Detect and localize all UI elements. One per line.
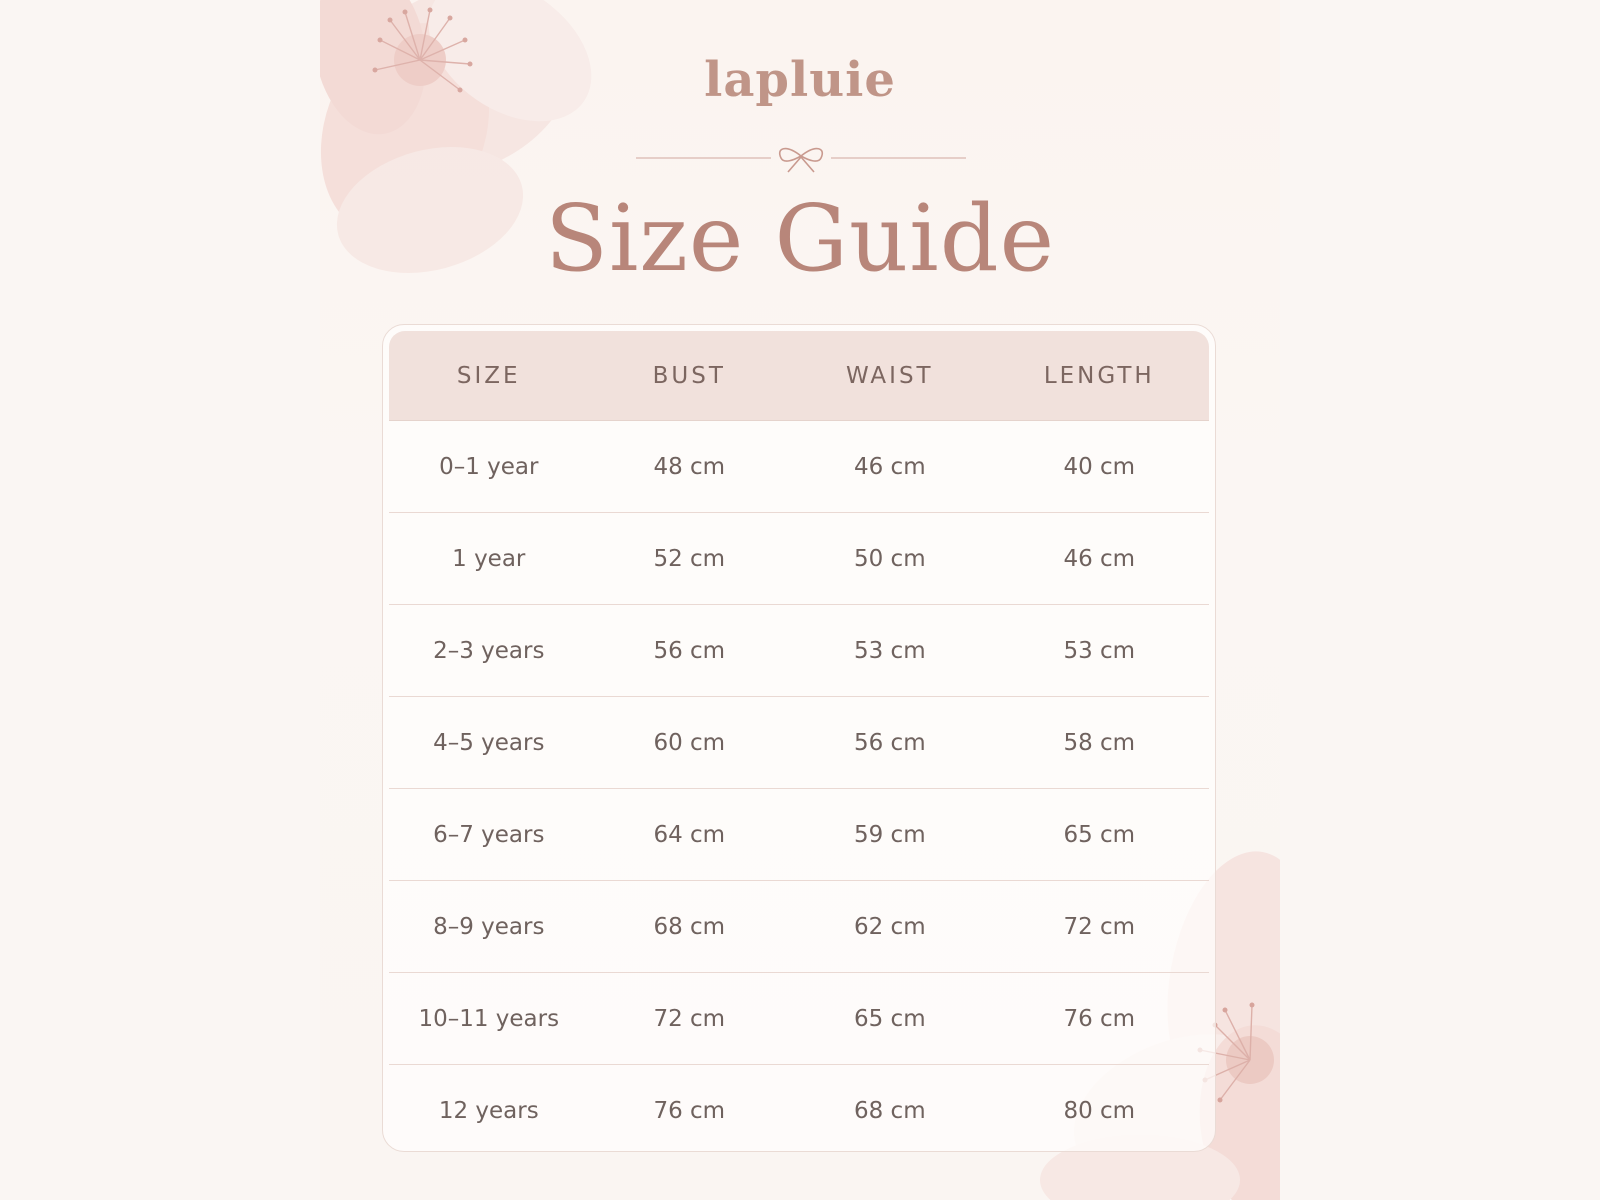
cell-bust: 48 cm [653, 453, 726, 480]
table-body [389, 421, 1209, 1152]
cell-size: 6–7 years [433, 821, 545, 848]
cell-bust: 52 cm [653, 545, 726, 572]
cell-length: 65 cm [1063, 821, 1136, 848]
cell-bust: 64 cm [653, 821, 726, 848]
bow-divider [636, 140, 966, 176]
cell-bust: 56 cm [653, 637, 726, 664]
table-row [389, 881, 1209, 973]
cell-waist: 65 cm [853, 1005, 926, 1032]
header-length: LENGTH [1043, 362, 1155, 389]
cell-length: 40 cm [1063, 453, 1136, 480]
cell-waist: 53 cm [853, 637, 926, 664]
size-guide-panel [320, 0, 1280, 1200]
brand-logo: lapluie [704, 52, 896, 108]
table-header [389, 331, 1209, 421]
header-size: SIZE [456, 362, 521, 389]
cell-bust: 76 cm [653, 1097, 726, 1124]
table-row [389, 789, 1209, 881]
cell-size: 0–1 year [439, 453, 539, 480]
page-title: Size Guide [544, 185, 1056, 292]
header-bust: BUST [652, 362, 726, 389]
cell-waist: 46 cm [853, 453, 926, 480]
cell-length: 80 cm [1063, 1097, 1136, 1124]
cell-length: 58 cm [1063, 729, 1136, 756]
cell-size: 1 year [452, 545, 526, 572]
cell-waist: 50 cm [853, 545, 926, 572]
table-row [389, 1065, 1209, 1152]
cell-bust: 72 cm [653, 1005, 726, 1032]
table-row [389, 421, 1209, 513]
cell-length: 76 cm [1063, 1005, 1136, 1032]
table-row [389, 513, 1209, 605]
cell-waist: 68 cm [853, 1097, 926, 1124]
bow-icon [780, 149, 823, 172]
size-table [382, 324, 1216, 1152]
header-waist: WAIST [845, 362, 934, 389]
cell-size: 10–11 years [418, 1005, 560, 1032]
cell-size: 8–9 years [433, 913, 545, 940]
cell-waist: 62 cm [853, 913, 926, 940]
cell-size: 12 years [438, 1097, 539, 1124]
cell-bust: 60 cm [653, 729, 726, 756]
cell-length: 72 cm [1063, 913, 1136, 940]
cell-bust: 68 cm [653, 913, 726, 940]
cell-waist: 59 cm [853, 821, 926, 848]
cell-size: 2–3 years [433, 637, 545, 664]
cell-length: 46 cm [1063, 545, 1136, 572]
cell-waist: 56 cm [853, 729, 926, 756]
table-row [389, 697, 1209, 789]
table-row [389, 605, 1209, 697]
cell-length: 53 cm [1063, 637, 1136, 664]
table-row [389, 973, 1209, 1065]
cell-size: 4–5 years [433, 729, 545, 756]
